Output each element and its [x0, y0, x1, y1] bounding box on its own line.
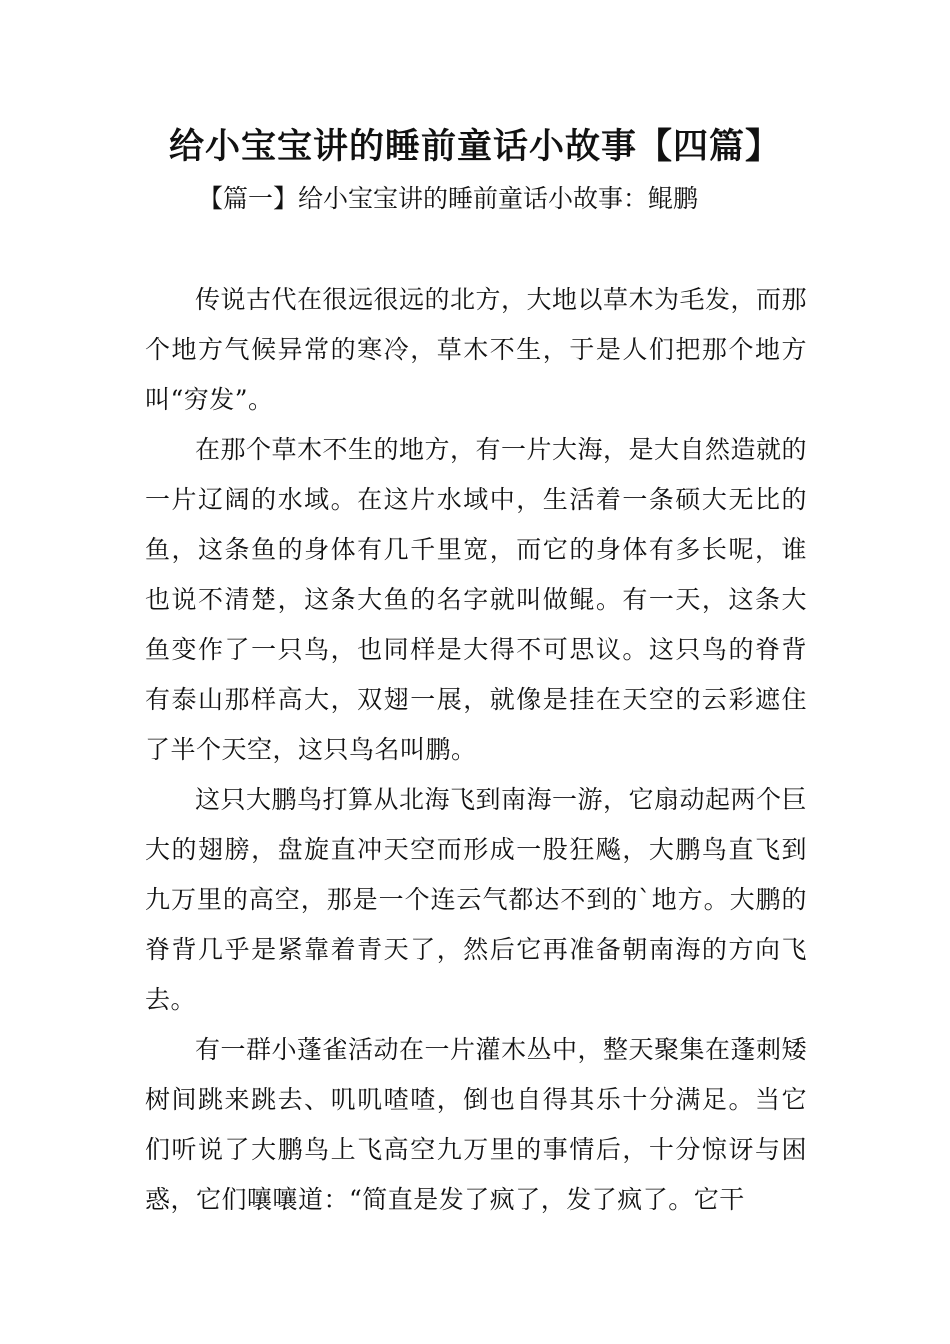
story-body [145, 275, 807, 1225]
paragraph-4: 有一群小蓬雀活动在一片灌木丛中，整天聚集在蓬刺矮树间跳来跳去、叽叽喳喳，倒也自得其乐十分满足。当它们听说了大鹏鸟上飞高空九万里的事情后，十分惊讶与困惑，它们嚷嚷道：“简直是发了疯了，发了疯了。它干 [145, 1035, 808, 1214]
paragraph-3: 这只大鹏鸟打算从北海飞到南海一游，它扇动起两个巨大的翅膀，盘旋直冲天空而形成一股狂飚，大鹏鸟直飞到九万里的高空，那是一个连云气都达不到的`地方。大鹏的脊背几乎是紧靠着青天了，然后它再准备朝南海的方向飞去。 [145, 785, 808, 1014]
document-title: 给小宝宝讲的睡前童话小故事【四篇】 [168, 127, 781, 167]
paragraph-1: 传说古代在很远很远的北方，大地以草木为毛发，而那个地方气候异常的寒冷，草木不生，于是人们把那个地方叫“穷发”。 [145, 285, 808, 414]
paragraph-2: 在那个草木不生的地方，有一片大海，是大自然造就的一片辽阔的水域。在这片水域中，生活着一条硕大无比的鱼，这条鱼的身体有几千里宽，而它的身体有多长呢，谁也说不清楚，这条大鱼的名字就叫做鲲。有一天，这条大鱼变作了一只鸟，也同样是大得不可思议。这只鸟的脊背有泰山那样高大，双翅一展，就像是挂在天空的云彩遮住了半个天空，这只鸟名叫鹏。 [145, 435, 808, 764]
section-heading: 【篇一】给小宝宝讲的睡前童话小故事：鲲鹏 [198, 184, 699, 213]
